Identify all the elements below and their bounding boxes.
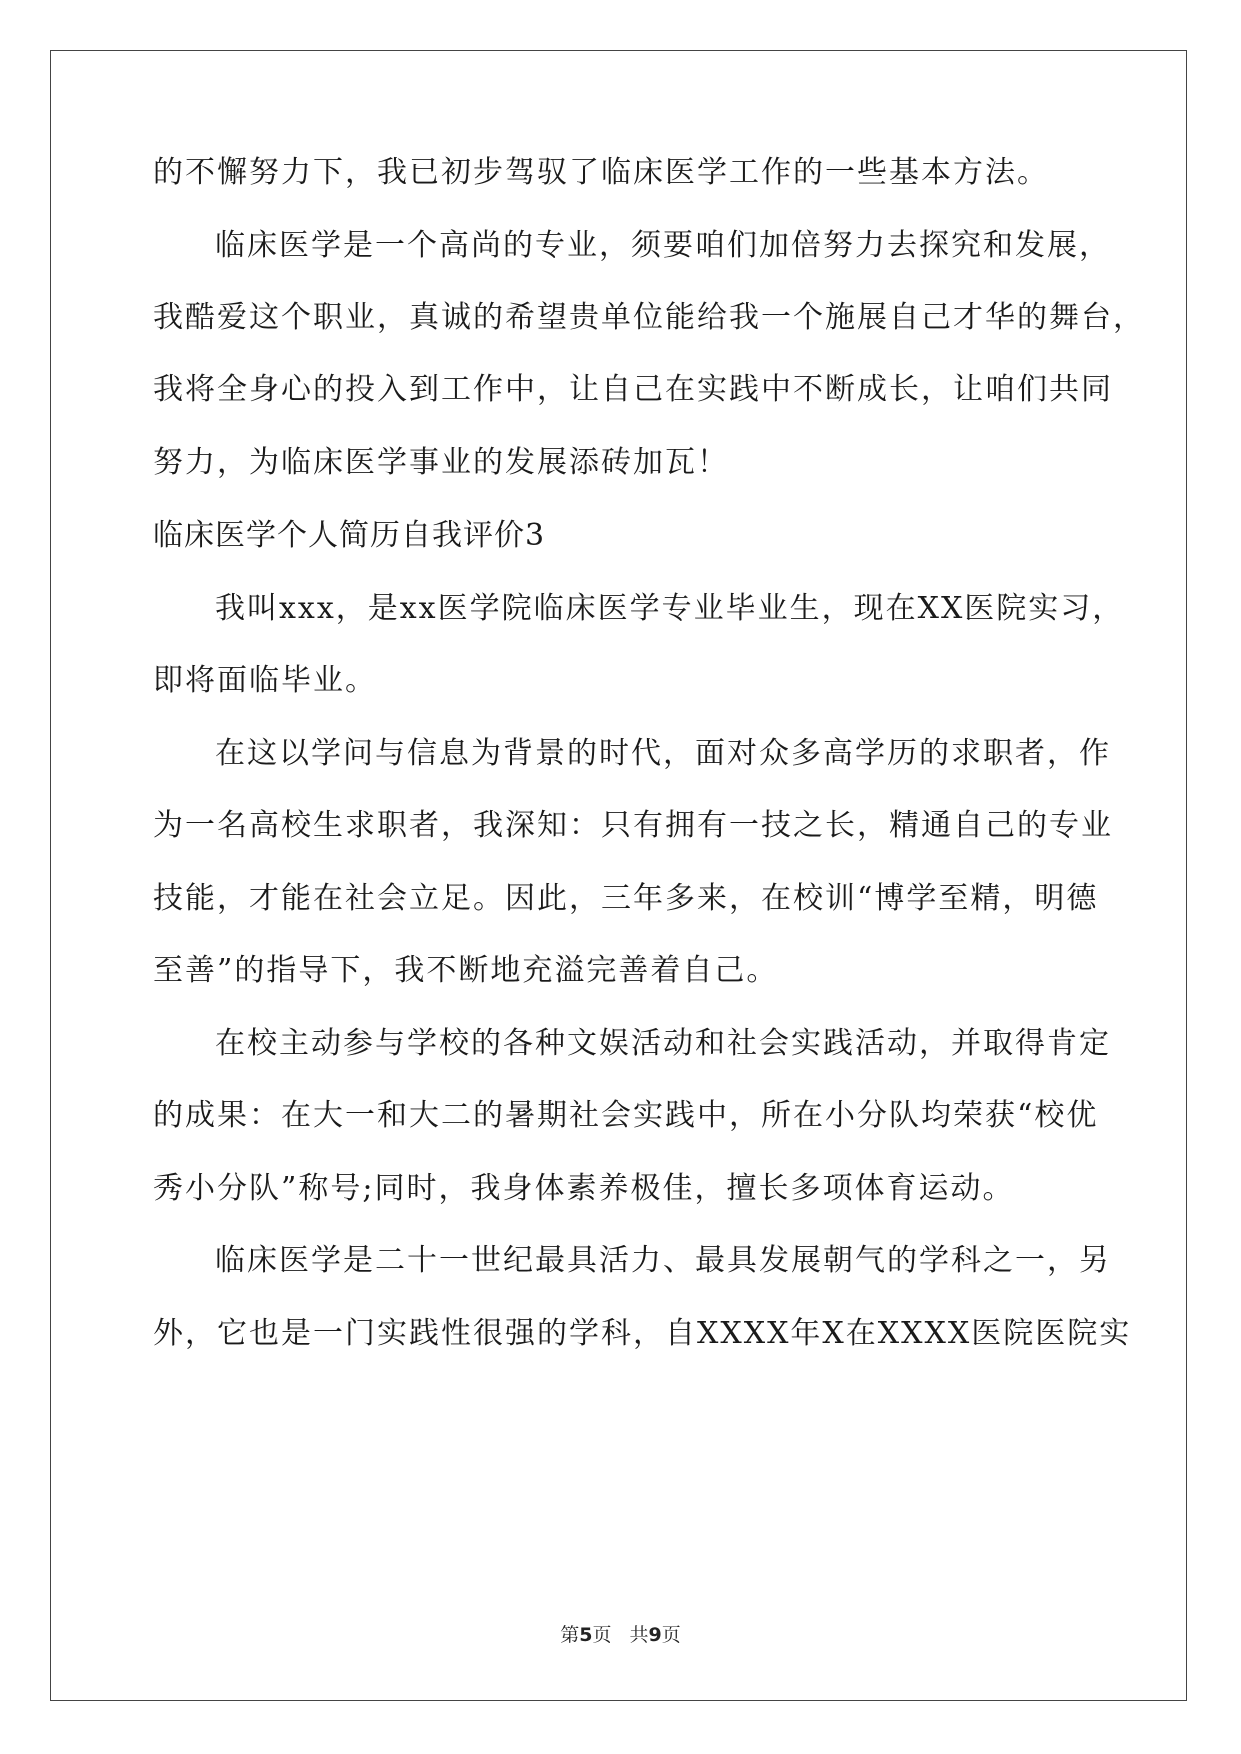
paragraph-line: 的成果：在大一和大二的暑期社会实践中，所在小分队均荣获“校优 xyxy=(153,1098,1099,1133)
paragraph-line: 我酷爱这个职业，真诚的希望贵单位能给我一个施展自己才华的舞台， xyxy=(153,300,1145,335)
paragraph-line: 临床医学是一个高尚的专业，须要咱们加倍努力去探究和发展， xyxy=(215,228,1111,263)
paragraph-line: 临床医学是二十一世纪最具活力、最具发展朝气的学科之一，另 xyxy=(215,1243,1111,1278)
paragraph-line: 我将全身心的投入到工作中，让自己在实践中不断成长，让咱们共同 xyxy=(153,372,1113,407)
paragraph-line: 我叫xxx，是xx医学院临床医学专业毕业生，现在XX医院实习， xyxy=(215,591,1125,626)
paragraph-line: 在这以学问与信息为背景的时代，面对众多高学历的求职者，作 xyxy=(215,736,1111,771)
paragraph-line: 秀小分队”称号;同时，我身体素养极佳，擅长多项体育运动。 xyxy=(153,1171,1015,1206)
footer-prefix: 第 xyxy=(560,1624,580,1646)
page-number: 5 xyxy=(579,1624,593,1646)
footer-total-prefix: 共 xyxy=(629,1624,649,1646)
paragraph-line: 为一名高校生求职者，我深知：只有拥有一技之长，精通自己的专业 xyxy=(153,808,1113,843)
page-footer xyxy=(0,1620,1241,1647)
section-heading: 临床医学个人简历自我评价3 xyxy=(153,518,546,553)
paragraph-line: 的不懈努力下，我已初步驾驭了临床医学工作的一些基本方法。 xyxy=(153,155,1049,190)
paragraph-line: 技能，才能在社会立足。因此，三年多来，在校训“博学至精，明德 xyxy=(153,881,1099,916)
paragraph-line: 外，它也是一门实践性很强的学科，自XXXX年X在XXXX医院医院实 xyxy=(153,1316,1132,1351)
paragraph-line: 在校主动参与学校的各种文娱活动和社会实践活动，并取得肯定 xyxy=(215,1026,1111,1061)
total-pages: 9 xyxy=(648,1624,662,1646)
footer-total-suffix: 页 xyxy=(661,1624,681,1646)
paragraph-line: 即将面临毕业。 xyxy=(153,663,377,698)
paragraph-line: 至善”的指导下，我不断地充溢完善着自己。 xyxy=(153,953,779,988)
footer-page-suffix: 页 xyxy=(592,1624,612,1646)
paragraph-line: 努力，为临床医学事业的发展添砖加瓦！ xyxy=(153,445,729,480)
